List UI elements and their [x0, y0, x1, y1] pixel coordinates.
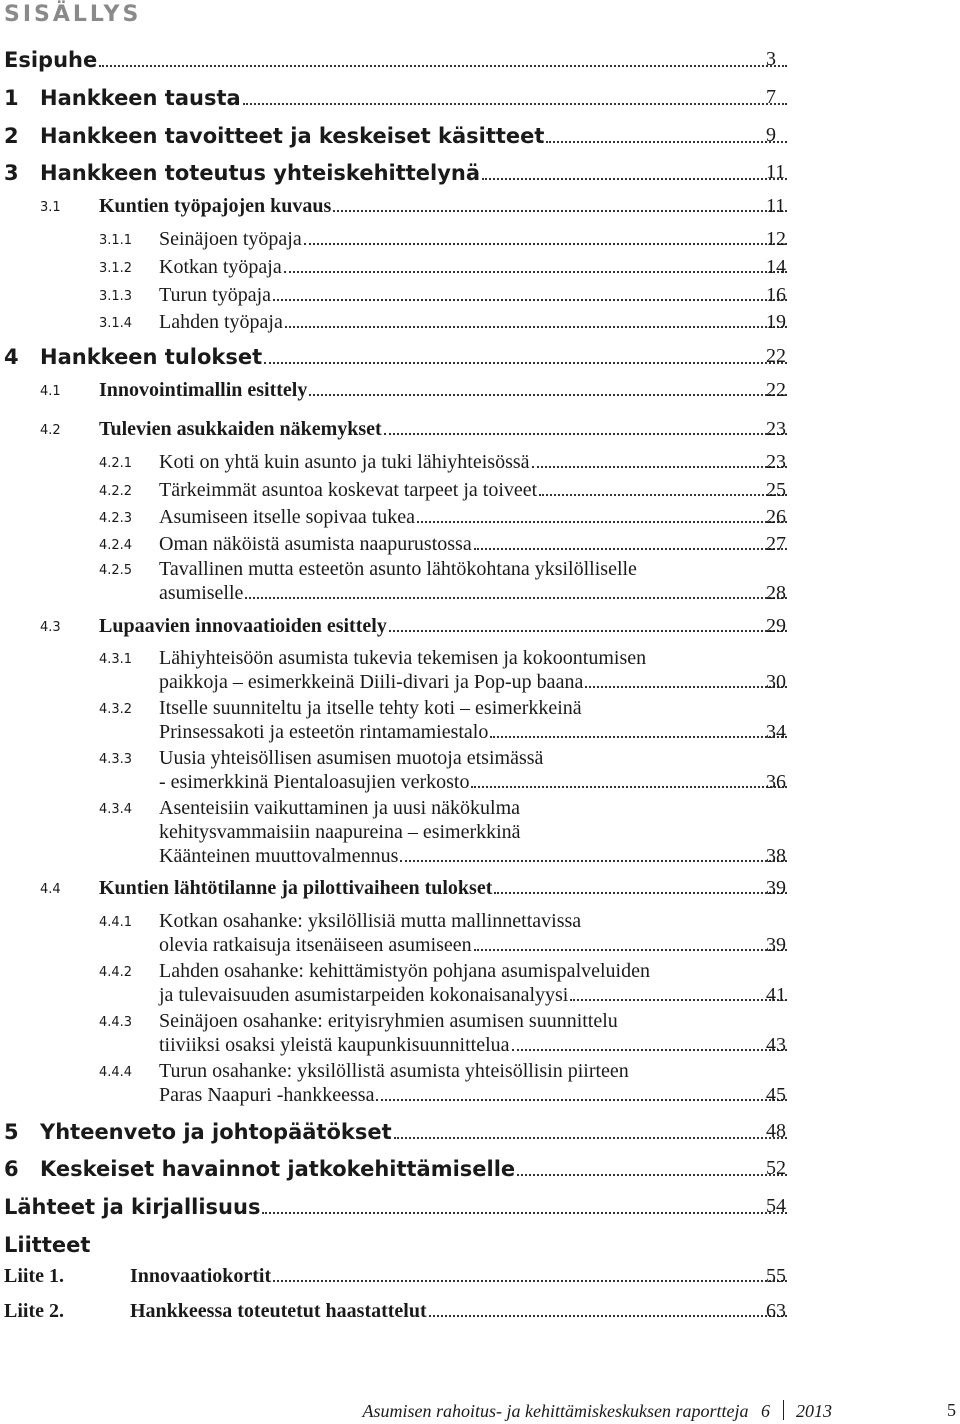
toc-entry-title: Hankkeen tavoitteet ja keskeiset käsitteet — [40, 124, 545, 148]
toc-page-number: 43 — [766, 1034, 786, 1056]
toc-dot-leader — [376, 1099, 787, 1101]
toc-page-number: 39 — [766, 877, 786, 899]
toc-heading: SISÄLLYS — [4, 2, 142, 27]
toc-entry-title: Oman näköistä asumista naapurustossa — [159, 533, 472, 555]
toc-entry-link[interactable] — [99, 379, 789, 402]
toc-entry-title: Hankkeen tausta — [40, 86, 241, 110]
page-footer — [0, 1400, 960, 1424]
toc-dot-leader — [389, 630, 787, 632]
toc-entry-link[interactable] — [159, 721, 789, 744]
toc-entry-number: 4.3.1 — [99, 652, 133, 667]
toc-entry-title: ja tulevaisuuden asumistarpeiden kokonaisanalyysi — [159, 984, 569, 1006]
toc-entry-link[interactable] — [159, 984, 789, 1007]
toc-dot-leader — [490, 736, 787, 738]
toc-entry-number: 4.3.4 — [99, 802, 133, 817]
toc-page-number: 25 — [766, 479, 786, 501]
toc-entry-number: 3.1 — [40, 200, 61, 215]
toc-page-number: 41 — [766, 984, 786, 1006]
toc-page-number: 55 — [766, 1265, 786, 1287]
toc-entry-title-line[interactable]: Uusia yhteisöllisen asumisen muotoja etsimässä — [159, 747, 544, 769]
toc-dot-leader — [512, 1049, 787, 1051]
toc-page-number: 28 — [766, 582, 786, 604]
toc-entry-title: tiiviiksi osaksi yleistä kaupunkisuunnittelua — [159, 1034, 510, 1056]
toc-entry-number: 3.1.2 — [99, 261, 133, 276]
toc-entry-number: 4.2.2 — [99, 484, 133, 499]
toc-page-number: 11 — [766, 195, 786, 217]
toc-entry-link[interactable] — [159, 671, 789, 694]
toc-entry-number: 4.4 — [40, 882, 61, 897]
toc-entry-title-line[interactable]: Lahden osahanke: kehittämistyön pohjana asumispalveluiden — [159, 960, 650, 982]
toc-page-number: 36 — [766, 771, 786, 793]
toc-dot-leader — [494, 892, 787, 894]
toc-entry-title-line[interactable]: Asenteisiin vaikuttaminen ja uusi näkökulma — [159, 797, 521, 819]
footer-divider — [783, 1400, 784, 1420]
toc-dot-leader — [99, 65, 787, 67]
toc-dot-leader — [532, 466, 787, 468]
toc-entry-number: 4.2.4 — [99, 538, 133, 553]
toc-label-text: Liitteet — [4, 1233, 91, 1257]
toc-entry-title: Seinäjoen työpaja — [159, 228, 302, 250]
toc-dot-leader — [284, 271, 787, 273]
toc-entry-link[interactable] — [159, 1034, 789, 1057]
toc-entry-title: Kotkan työpaja — [159, 256, 282, 278]
toc-entry-number: 4.4.4 — [99, 1065, 133, 1080]
toc-dot-leader — [400, 860, 787, 862]
toc-entry-title: Käänteinen muuttovalmennus — [159, 845, 399, 867]
toc-entry-number: 4.2 — [40, 423, 61, 438]
toc-dot-leader — [243, 103, 787, 105]
toc-entry-number: 4.3 — [40, 620, 61, 635]
toc-entry-link[interactable] — [40, 345, 789, 369]
toc-dot-leader — [474, 548, 787, 550]
toc-entry-title: Keskeiset havainnot jatkokehittämiselle — [40, 1157, 516, 1181]
toc-entry-number: 4.2.1 — [99, 456, 133, 471]
toc-section-label — [0, 1233, 960, 1257]
toc-dot-leader — [539, 494, 787, 496]
toc-entry-title: paikkoja – esimerkkeinä Diili-divari ja Pop-up baana — [159, 671, 584, 693]
toc-entry-link[interactable] — [99, 615, 789, 638]
toc-dot-leader — [285, 326, 787, 328]
toc-entry-link[interactable] — [4, 48, 789, 72]
toc-entry-title: Yhteenveto ja johtopäätökset — [40, 1120, 392, 1144]
toc-page-number: 39 — [766, 934, 786, 956]
toc-entry-title: Lähteet ja kirjallisuus — [4, 1195, 261, 1219]
toc-entry-title: Prinsessakoti ja esteetön rintamamiestalo — [159, 721, 489, 743]
toc-entry-title-line[interactable]: Kotkan osahanke: yksilöllisiä mutta mallinnettavissa — [159, 910, 582, 932]
toc-entry-link[interactable] — [159, 1084, 789, 1107]
page-number: 5 — [947, 1400, 956, 1420]
toc-page-number: 16 — [766, 284, 786, 306]
toc-dot-leader — [429, 1315, 787, 1317]
toc-entry-number: 4.3.2 — [99, 702, 133, 717]
toc-entry-number: 4.4.1 — [99, 915, 133, 930]
toc-entry-number: 4.4.3 — [99, 1015, 133, 1030]
toc-dot-leader — [585, 686, 787, 688]
toc-entry-link[interactable] — [40, 161, 789, 185]
toc-page-number: 52 — [766, 1157, 786, 1179]
toc-dot-leader — [245, 597, 787, 599]
toc-dot-leader — [546, 141, 787, 143]
toc-page-number: 7 — [766, 86, 776, 108]
toc-dot-leader — [333, 210, 787, 212]
toc-entry-number: 3.1.4 — [99, 316, 133, 331]
toc-entry-title-line[interactable]: Lähiyhteisöön asumista tukevia tekemisen ja kokoontumisen — [159, 647, 647, 669]
toc-entry-link[interactable] — [159, 479, 789, 502]
toc-entry-number: 1 — [4, 86, 19, 110]
toc-entry-title: Turun työpaja — [159, 284, 272, 306]
toc-entry-link[interactable] — [159, 311, 789, 334]
toc-page-number: 27 — [766, 533, 786, 555]
toc-entry-link[interactable] — [159, 934, 789, 957]
toc-page-number: 30 — [766, 671, 786, 693]
toc-page-number: 63 — [766, 1300, 786, 1322]
toc-page-number: 45 — [766, 1084, 786, 1106]
toc-page-number: 9 — [766, 124, 776, 146]
toc-dot-leader — [570, 999, 787, 1001]
toc-page-number: 22 — [766, 379, 786, 401]
toc-entry-link[interactable] — [159, 533, 789, 556]
toc-entry-title-line[interactable]: Itselle suunniteltu ja itselle tehty koti – esimerkkeinä — [159, 697, 582, 719]
toc-page-number: 29 — [766, 615, 786, 637]
toc-page-number: 22 — [766, 345, 786, 367]
toc-entry-link[interactable] — [99, 418, 789, 441]
toc-page-number: 54 — [766, 1195, 786, 1217]
toc-page-number: 23 — [766, 418, 786, 440]
toc-dot-leader — [262, 1212, 787, 1214]
toc-entry-link[interactable] — [159, 256, 789, 279]
toc-entry-title: Tulevien asukkaiden näkemykset — [99, 418, 382, 440]
toc-entry-link[interactable] — [159, 506, 789, 529]
footer-series — [363, 1400, 832, 1422]
toc-entry-title: Paras Naapuri -hankkeessa — [159, 1084, 375, 1106]
toc-page-number: 12 — [766, 228, 786, 250]
toc-page-number: 23 — [766, 451, 786, 473]
toc-entry-number: 2 — [4, 124, 19, 148]
toc-entry-title: Kuntien työpajojen kuvaus — [99, 195, 332, 217]
toc-entry-title: asumiselle — [159, 582, 244, 604]
toc-entry-title: Asumiseen itselle sopivaa tukea — [159, 506, 416, 528]
toc-entry-number: 4 — [4, 345, 19, 369]
toc-dot-leader — [309, 394, 787, 396]
toc-entry-number: 4.2.5 — [99, 563, 133, 578]
footer-series-title: Asumisen rahoitus- ja kehittämiskeskuksen raportteja — [362, 1401, 749, 1421]
toc-dot-leader — [273, 299, 787, 301]
toc-entry-title: Koti on yhtä kuin asunto ja tuki lähiyhteisössä — [159, 451, 530, 473]
toc-entry-link[interactable] — [99, 195, 789, 218]
toc-entry-link[interactable] — [159, 845, 789, 868]
toc-entry-link[interactable] — [40, 1120, 789, 1144]
toc-entry-title: Hankkeen toteutus yhteiskehittelynä — [40, 161, 481, 185]
toc-entry-link[interactable] — [159, 451, 789, 474]
toc-entry-number: 4.2.3 — [99, 511, 133, 526]
toc-entry-link[interactable] — [130, 1300, 789, 1323]
toc-dot-leader — [482, 178, 787, 180]
toc-entry-number: 5 — [4, 1120, 19, 1144]
toc-dot-leader — [273, 1280, 787, 1282]
toc-dot-leader — [517, 1174, 787, 1176]
toc-entry-link[interactable] — [159, 582, 789, 605]
toc-entry-number: 3.1.1 — [99, 233, 133, 248]
toc-page-number: 26 — [766, 506, 786, 528]
toc-dot-leader — [474, 949, 787, 951]
toc-entry-number: 4.1 — [40, 384, 61, 399]
toc-page-number: 11 — [766, 161, 786, 183]
toc-entry-title-line[interactable]: kehitysvammaisiin naapureina – esimerkkinä — [159, 821, 521, 843]
toc-entry-number: Liite 1. — [4, 1265, 64, 1287]
toc-entry-title: Lahden työpaja — [159, 311, 283, 333]
toc-page-number: 19 — [766, 311, 786, 333]
toc-entry-number: 4.3.3 — [99, 752, 133, 767]
toc-dot-leader — [471, 786, 787, 788]
toc-entry-title: Kuntien lähtötilanne ja pilottivaiheen tulokset — [99, 877, 493, 899]
toc-page-number: 48 — [766, 1120, 786, 1142]
toc-dot-leader — [384, 433, 787, 435]
toc-entry-link[interactable] — [159, 228, 789, 251]
toc-entry-number: Liite 2. — [4, 1300, 64, 1322]
toc-entry-title: Tärkeimmät asuntoa koskevat tarpeet ja toiveet — [159, 479, 538, 501]
toc-dot-leader — [394, 1137, 787, 1139]
toc-entry-title: Innovaatiokortit — [130, 1265, 272, 1287]
footer-issue: 6 — [761, 1401, 770, 1421]
toc-entry-title: olevia ratkaisuja itsenäiseen asumiseen — [159, 934, 472, 956]
toc-entry-link[interactable] — [4, 1195, 789, 1219]
toc-entry-number: 3 — [4, 161, 19, 185]
toc-entry-link[interactable] — [130, 1265, 789, 1288]
toc-entry-number: 6 — [4, 1157, 19, 1181]
toc-page-number: 38 — [766, 845, 786, 867]
toc-entry-title: Hankkeessa toteutetut haastattelut — [130, 1300, 427, 1322]
toc-page-number: 34 — [766, 721, 786, 743]
toc-entry-link[interactable] — [40, 86, 789, 110]
toc-page-number: 3 — [766, 48, 776, 70]
toc-entry-number: 3.1.3 — [99, 289, 133, 304]
toc-entry-title-line[interactable]: Tavallinen mutta esteetön asunto lähtökohtana yksilölliselle — [159, 558, 637, 580]
toc-entry-title: Innovointimallin esittely — [99, 379, 308, 401]
toc-entry-title: Hankkeen tulokset — [40, 345, 263, 369]
toc-entry-title: Lupaavien innovaatioiden esittely — [99, 615, 387, 637]
toc-entry-title-line[interactable]: Seinäjoen osahanke: erityisryhmien asumisen suunnittelu — [159, 1010, 618, 1032]
toc-entry-title-line[interactable]: Turun osahanke: yksilöllistä asumista yhteisöllisin piirteen — [159, 1060, 629, 1082]
toc-entry-link[interactable] — [159, 284, 789, 307]
footer-year: 2013 — [796, 1401, 832, 1421]
toc-entry-number: 4.4.2 — [99, 965, 133, 980]
toc-page-number: 14 — [766, 256, 786, 278]
toc-entry-title: - esimerkkinä Pientaloasujien verkosto — [159, 771, 470, 793]
toc-dot-leader — [304, 243, 787, 245]
toc-entry-link[interactable] — [40, 1157, 789, 1181]
toc-entry-link[interactable] — [159, 771, 789, 794]
toc-dot-leader — [264, 362, 787, 364]
toc-entry-link[interactable] — [99, 877, 789, 900]
toc-entry-title: Esipuhe — [4, 48, 98, 72]
toc-dot-leader — [417, 521, 787, 523]
toc-entry-link[interactable] — [40, 124, 789, 148]
